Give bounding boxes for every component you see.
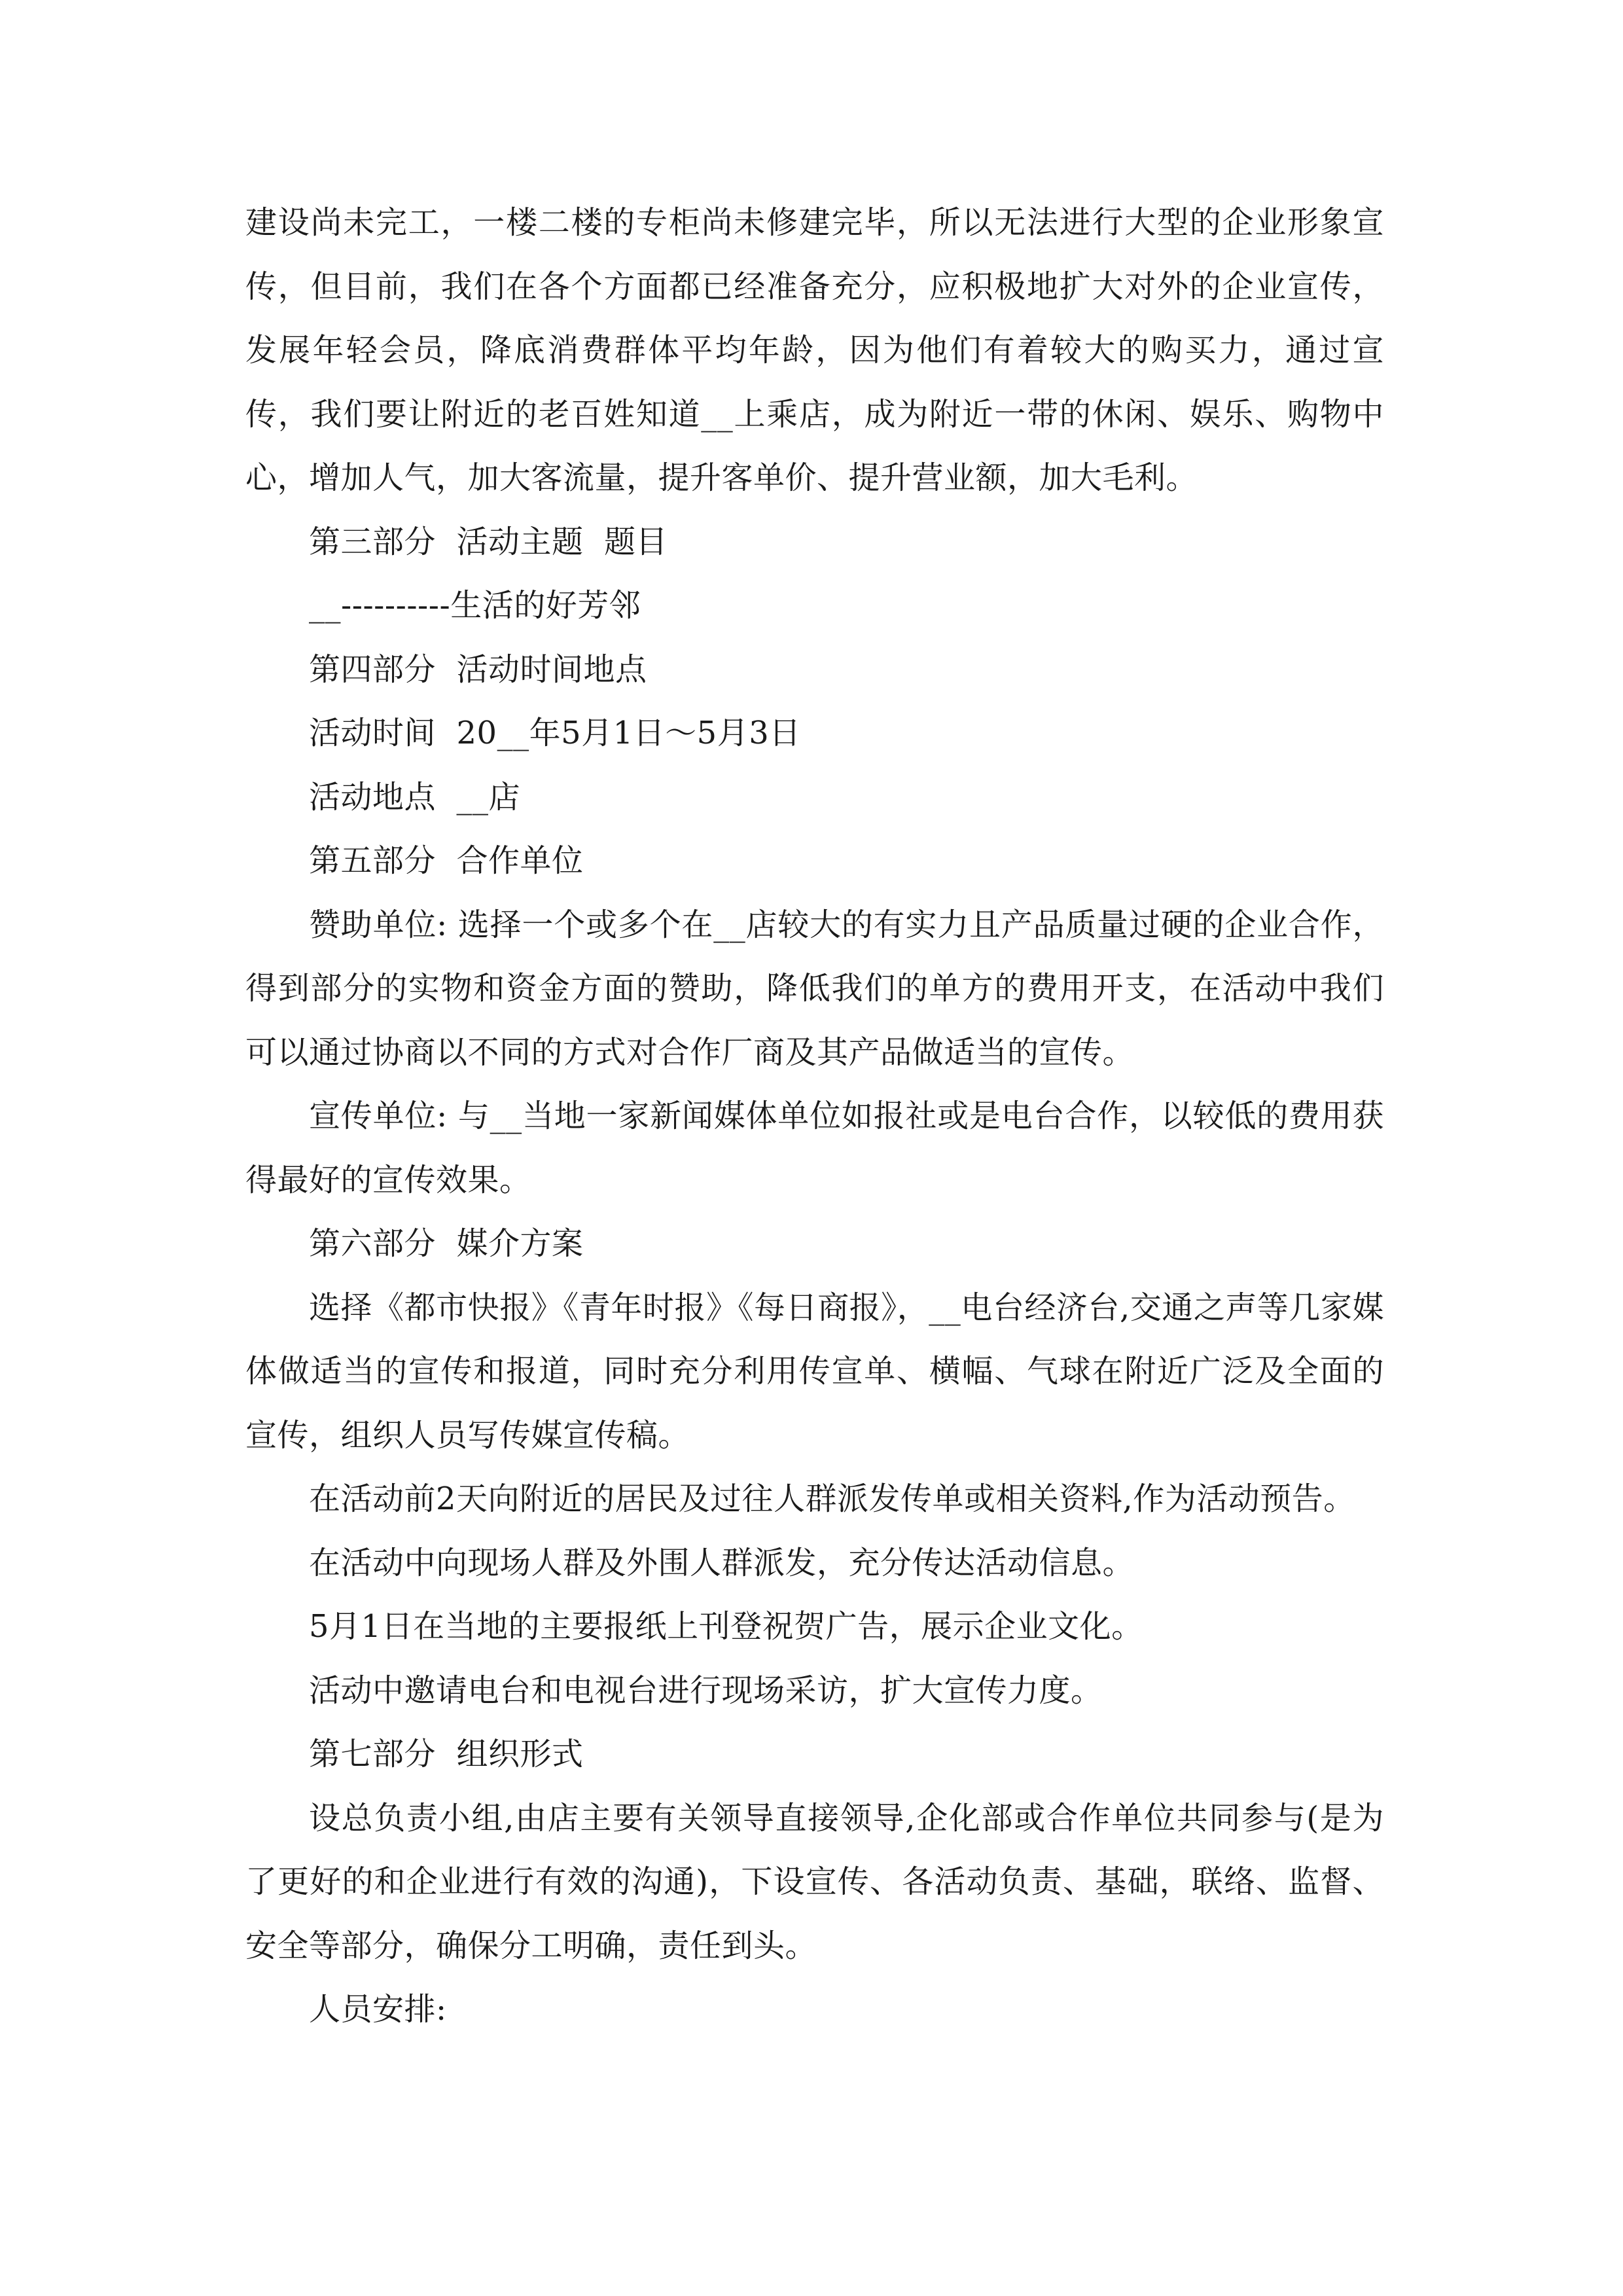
paragraph-background: 建设尚未完工，一楼二楼的专柜尚未修建完毕，所以无法进行大型的企业形象宣传，但目前，我们在各个方面都已经准备充分，应积极地扩大对外的企业宣传，发展年轻会员，降底消费群体平均年龄，因为他们有着较大的购买力，通过宣传，我们要让附近的老百姓知道__上乘店，成为附近一带的休闲、娱乐、购物中心，增加人气，加大客流量，提升客单价、提升营业额，加大毛利。	[245, 204, 1384, 496]
section-3-heading: 第三部分 活动主题 题目	[309, 523, 668, 560]
activity-theme: __----------生活的好芳邻	[309, 587, 641, 624]
section-4-heading: 第四部分 活动时间地点	[309, 651, 647, 688]
section-6-heading: 第六部分 媒介方案	[309, 1225, 584, 1262]
newspaper-ad-paragraph: 5月1日在当地的主要报纸上刊登祝贺广告，展示企业文化。	[309, 1608, 1143, 1645]
pre-event-paragraph: 在活动前2天向附近的居民及过往人群派发传单或相关资料,作为活动预告。	[309, 1480, 1355, 1517]
interview-paragraph: 活动中邀请电台和电视台进行现场采访，扩大宣传力度。	[309, 1672, 1103, 1709]
publicity-partner-paragraph: 宣传单位: 与__当地一家新闻媒体单位如报社或是电台合作，以较低的费用获得最好的宣传效果。	[245, 1098, 1384, 1198]
organization-paragraph: 设总负责小组,由店主要有关领导直接领导,企化部或合作单位共同参与(是为了更好的和企业进行有效的沟通)，下设宣传、各活动负责、基础，联络、监督、安全等部分，确保分工明确，责任到头。	[245, 1799, 1384, 1964]
activity-time: 活动时间 20__年5月1日～5月3日	[309, 715, 801, 751]
during-event-paragraph: 在活动中向现场人群及外围人群派发，充分传达活动信息。	[309, 1544, 1135, 1581]
document-body	[245, 191, 1384, 2042]
media-plan-paragraph: 选择《都市快报》《青年时报》《每日商报》，__电台经济台,交通之声等几家媒体做适当的宣传和报道，同时充分利用传宣单、横幅、气球在附近广泛及全面的宣传，组织人员写传媒宣传稿。	[245, 1289, 1384, 1454]
section-5-heading: 第五部分 合作单位	[309, 842, 584, 879]
staffing-heading: 人员安排:	[309, 1991, 447, 2028]
sponsor-paragraph: 赞助单位: 选择一个或多个在__店较大的有实力且产品质量过硬的企业合作，得到部分的实物和资金方面的赞助，降低我们的单方的费用开支，在活动中我们可以通过协商以不同的方式对合作厂商及其产品做适当的宣传。	[245, 906, 1384, 1071]
activity-location: 活动地点 __店	[309, 778, 521, 816]
section-7-heading: 第七部分 组织形式	[309, 1736, 584, 1772]
